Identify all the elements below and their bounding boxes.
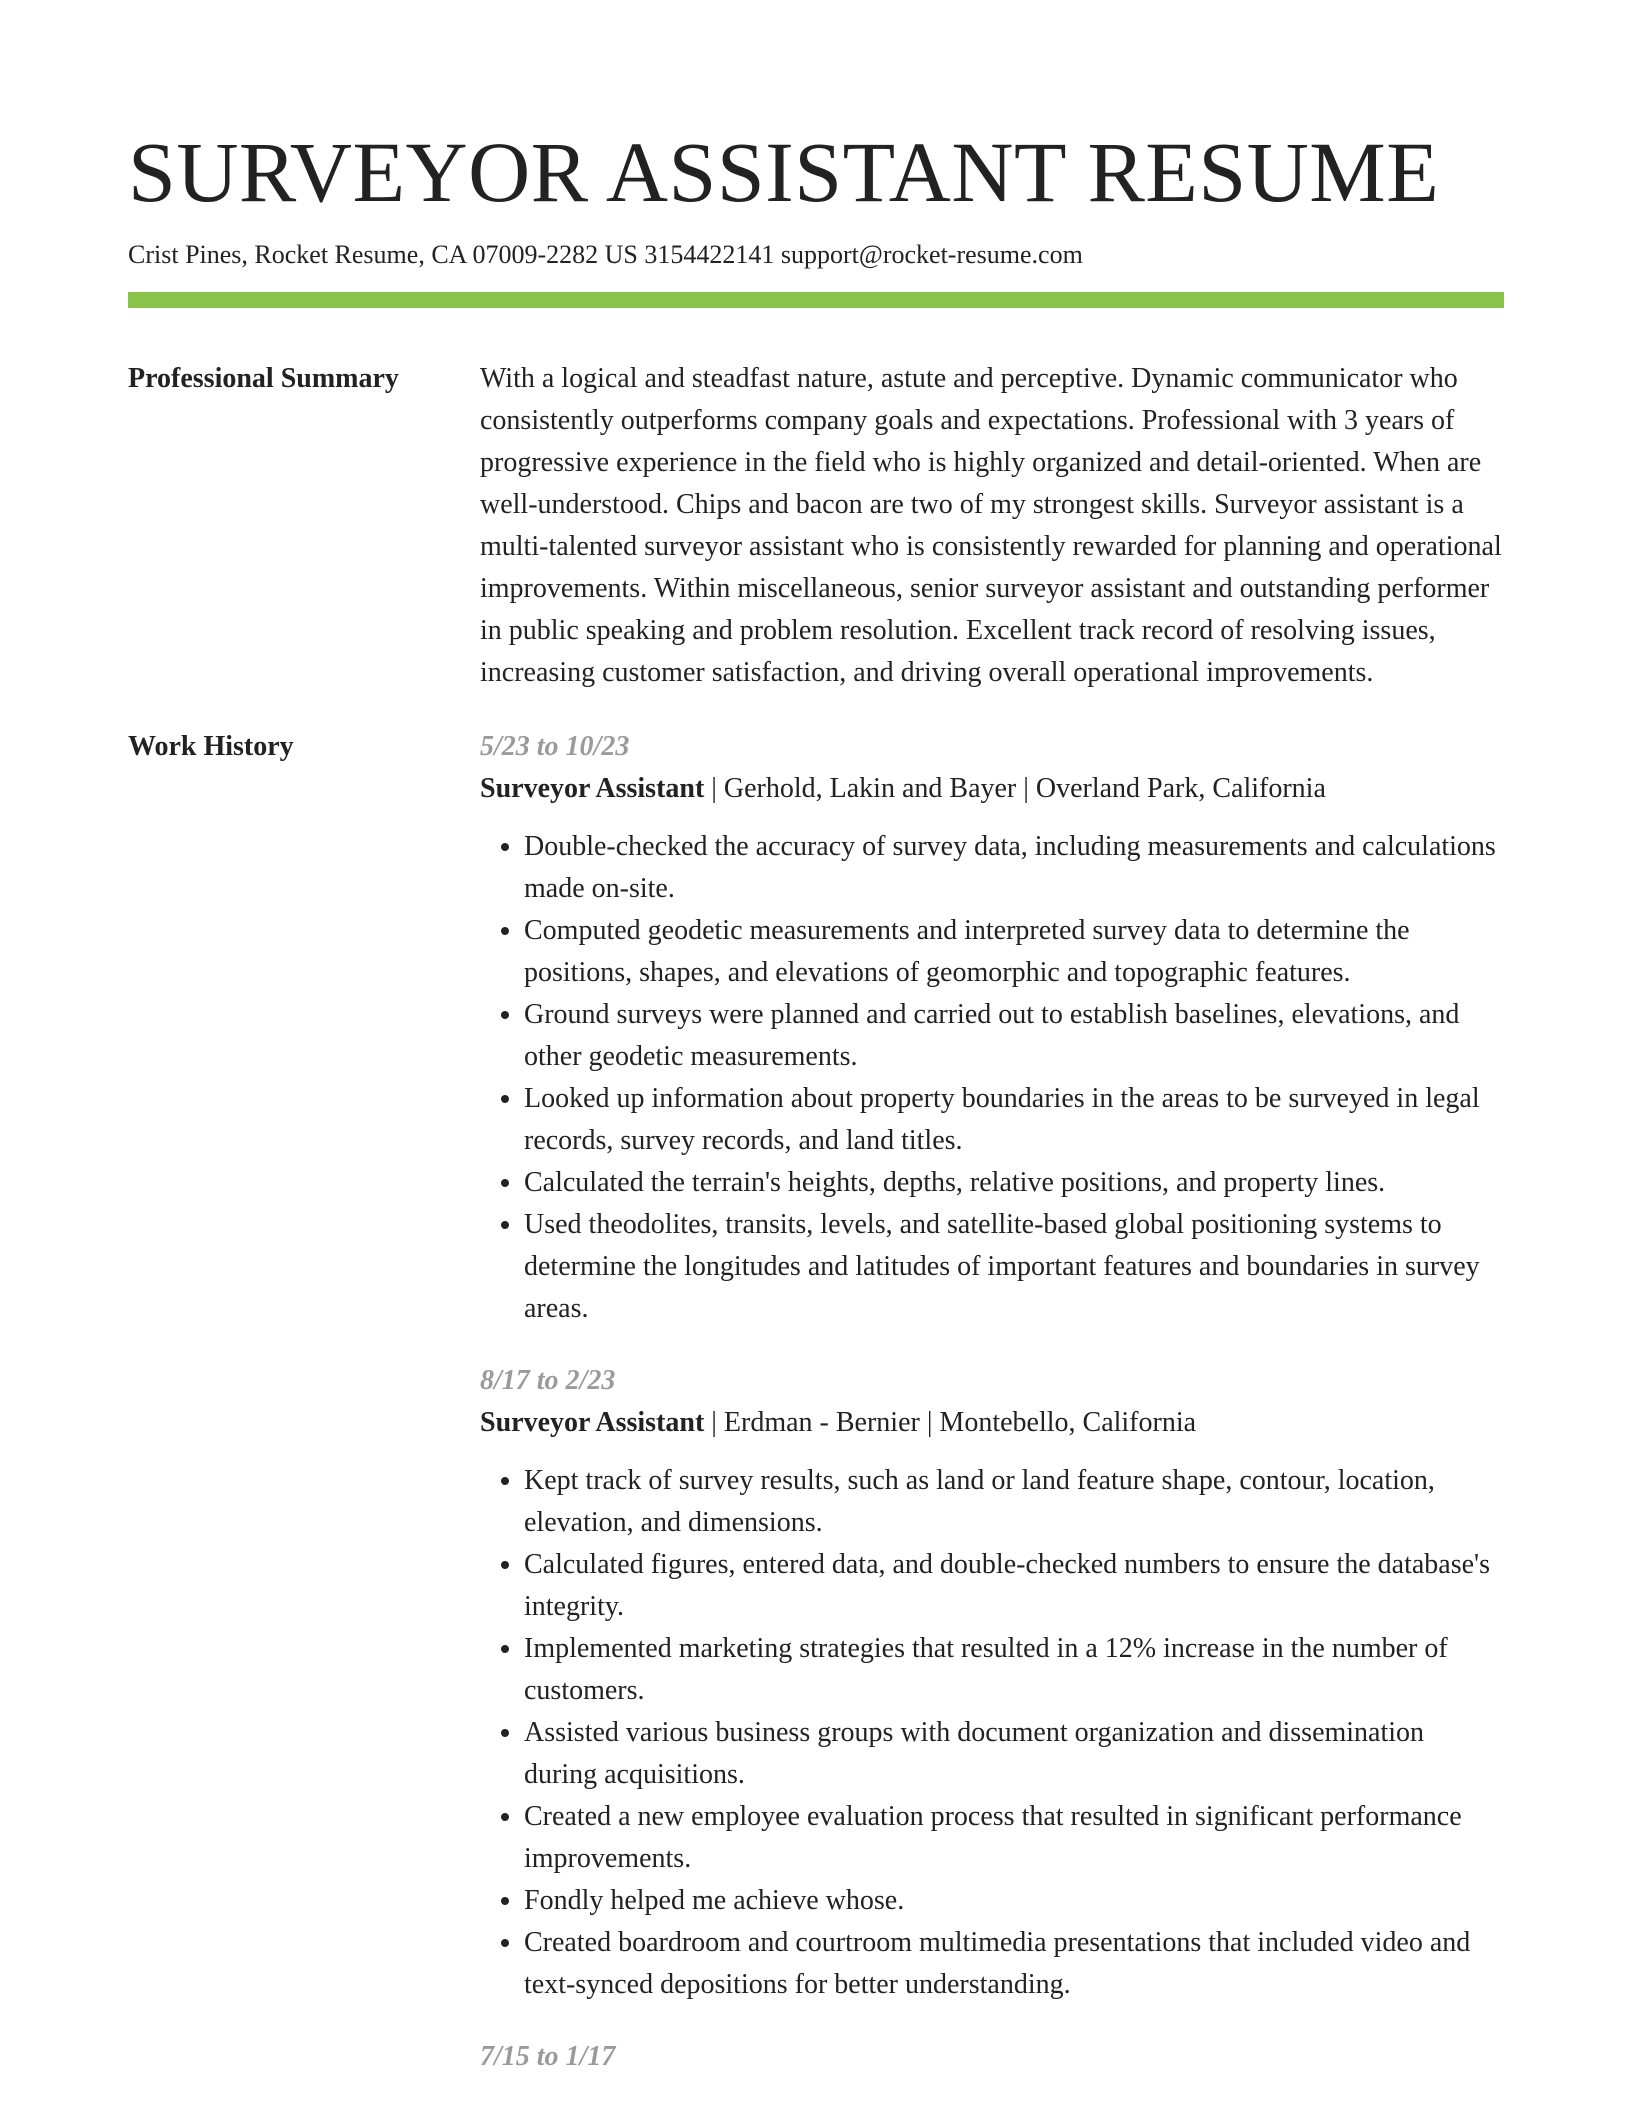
- section-label-work-history: Work History: [128, 731, 294, 762]
- section-label-professional-summary: Professional Summary: [128, 363, 399, 394]
- job-role: Surveyor Assistant: [480, 1407, 705, 1438]
- job-bullet: • Ground surveys were planned and carried out to establish baselines, elevations, and other geodetic measurements.: [524, 994, 1504, 1078]
- job-bullet: • Looked up information about property boundaries in the areas to be surveyed in legal records, survey records, and land titles.: [524, 1078, 1504, 1162]
- job-bullet-list: [480, 1460, 1504, 2006]
- job-bullet: • Used theodolites, transits, levels, and satellite-based global positioning systems to determine the longitudes and latitudes of important features and boundaries in survey areas.: [524, 1204, 1504, 1330]
- job-role: Surveyor Assistant: [480, 773, 705, 804]
- job-employer-location: | Erdman - Bernier | Montebello, California: [704, 1407, 1197, 1438]
- job-bullet: • Computed geodetic measurements and interpreted survey data to determine the positions, shapes, and elevations of geomorphic and topographic features.: [524, 910, 1504, 994]
- job-title-line: [480, 1402, 1504, 1444]
- job-bullet: • Assisted various business groups with document organization and dissemination during acquisitions.: [524, 1712, 1504, 1796]
- job-entry: [480, 2036, 1504, 2078]
- job-bullet: • Fondly helped me achieve whose.: [524, 1880, 1504, 1922]
- job-dates: 8/17 to 2/23: [480, 1365, 616, 1396]
- job-entry: [480, 1360, 1504, 2006]
- accent-divider: [128, 292, 1504, 308]
- job-bullet-list: [480, 826, 1504, 1330]
- job-employer-location: | Gerhold, Lakin and Bayer | Overland Park, California: [704, 773, 1326, 804]
- job-bullet: • Calculated figures, entered data, and double-checked numbers to ensure the database's integrity.: [524, 1544, 1504, 1628]
- job-bullet: • Implemented marketing strategies that resulted in a 12% increase in the number of customers.: [524, 1628, 1504, 1712]
- work-history-body: [480, 726, 1504, 2078]
- professional-summary-section: [128, 358, 1504, 694]
- work-history-section: [128, 726, 1504, 2078]
- job-title-line: [480, 768, 1504, 810]
- job-bullet: • Created boardroom and courtroom multimedia presentations that included video and text-synced depositions for better understanding.: [524, 1922, 1504, 2006]
- job-bullet: • Created a new employee evaluation process that resulted in significant performance improvements.: [524, 1796, 1504, 1880]
- job-dates: 7/15 to 1/17: [480, 2041, 616, 2072]
- job-bullet: • Calculated the terrain's heights, depths, relative positions, and property lines.: [524, 1162, 1504, 1204]
- summary-text: With a logical and steadfast nature, astute and perceptive. Dynamic communicator who consistently outperforms company goals and expectations. Professional with 3 years of progressive experience in the field who is highly organized and detail-oriented. When are well-understood. Chips and bacon are two of my strongest skills. Surveyor assistant is a multi-talented surveyor assistant who is consistently rewarded for planning and operational improvements. Within miscellaneous, senior surveyor assistant and outstanding performer in public speaking and problem resolution. Excellent track record of resolving issues, increasing customer satisfaction, and driving overall operational improvements.: [480, 363, 1502, 688]
- job-entry: [480, 726, 1504, 1330]
- resume-title: SURVEYOR ASSISTANT RESUME: [128, 124, 1440, 220]
- job-dates: 5/23 to 10/23: [480, 731, 630, 762]
- job-bullet: • Double-checked the accuracy of survey data, including measurements and calculations made on-site.: [524, 826, 1504, 910]
- contact-line: Crist Pines, Rocket Resume, CA 07009-2282 US 3154422141 support@rocket-resume.com: [128, 240, 1083, 269]
- job-bullet: • Kept track of survey results, such as land or land feature shape, contour, location, elevation, and dimensions.: [524, 1460, 1504, 1544]
